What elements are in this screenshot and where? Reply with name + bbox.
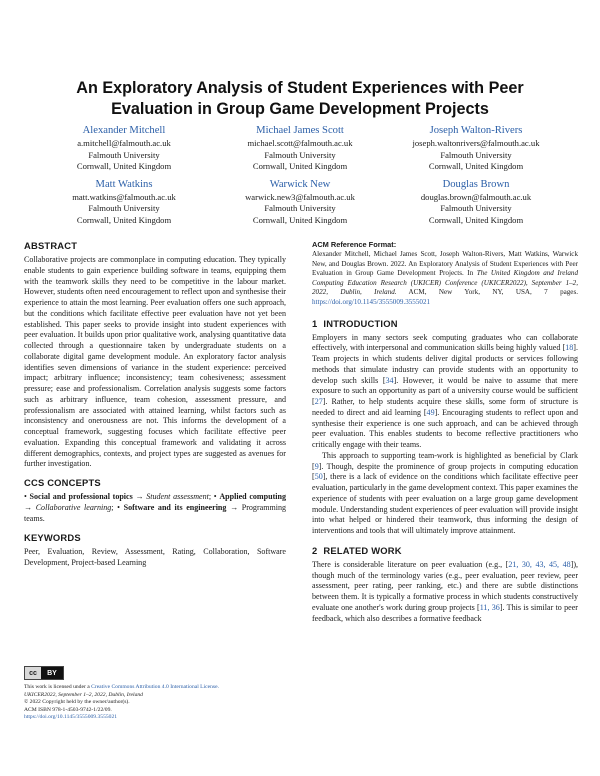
author-name: Michael James Scott — [256, 125, 344, 136]
author-name: Douglas Brown — [442, 178, 510, 190]
venue-line: UKICER2022, September 1–2, 2022, Dublin, Ireland — [24, 691, 143, 698]
author-affiliation: Falmouth University — [264, 203, 336, 213]
acm-ref-text — [312, 250, 578, 308]
ccs-term-2: Applied computing — [219, 492, 286, 501]
ccs-separator: ; • — [208, 492, 220, 501]
license-statement: This work is licensed under a — [24, 684, 92, 690]
author-location: Cornwall, United Kingdom — [76, 214, 172, 225]
citation-link[interactable]: 49 — [426, 407, 435, 417]
ccs-separator: ; • — [111, 502, 124, 512]
section-number: 1 — [312, 317, 318, 329]
citation-link[interactable]: 11, 36 — [479, 602, 500, 612]
text-run: ]. Though, despite the prominence of group projects in computing education [ — [312, 461, 578, 482]
by-icon: BY — [41, 667, 63, 679]
text-run: ]. Encouraging students to reflect upon and synthesise their experience is one such approach, and can be achieved through peer evaluation. This enables students to become reflective practitioners who critically engage with their teams. — [312, 407, 578, 450]
title-line-2: Evaluation in Group Game Development Projects — [111, 100, 489, 118]
intro-heading — [312, 318, 578, 330]
section-title: RELATED WORK — [323, 544, 402, 556]
copyright-line: © 2022 Copyright held by the owner/author(s). — [24, 699, 130, 706]
author-email: joseph.waltonrivers@falmouth.ac.uk — [412, 138, 540, 148]
abstract-text: Collaborative projects are commonplace in computing education. They typically enable students to gain experience building software in teams, equipping them with the teamwork skills they need to be competitive in the labour market. However, students often need encouragement to reflect upon and synthesise their experience to attain the most learning. Peer evaluation offers one such approach, but the conditions which facilitate effective peer evaluation have not yet been established. This paper seeks to provide insight into student experiences with peer evaluation. It builds upon prior qualitative work, analysing quantitative data collected through a questionnaire taken by undergraduate students on a collaborate digital game development module. An exploratory factor analysis identifies seven dimensions of variance in the student experience: perceived impact; arbitrary influence; inconsistency; team cohesiveness; assessment pressure; ease and professionalism. Correlation analysis suggests some factors such as arbitrary influence, team cohesion, assessment pressure, and professionalism are associated with attained learning, whilst factors such as inconsistency and onerousness are not. This informs the development of a conceptual framework, suggesting focuses which facilitate effective peer evaluation. Expanding this conceptual framework and validating it across different demographics, contexts, and project types are suggested as avenues for further investigation. — [24, 255, 286, 469]
section-number: 2 — [312, 544, 318, 556]
acm-ref-publisher: ACM, New York, NY, USA, 7 pages. — [396, 288, 578, 297]
acm-ref-heading: ACM Reference Format: — [312, 240, 397, 249]
license-link[interactable]: Creative Commons Attribution 4.0 International License. — [91, 684, 219, 690]
citation-link[interactable]: 18 — [565, 343, 574, 353]
author-location: Cornwall, United Kingdom — [252, 161, 348, 171]
author-location: Cornwall, United Kingdom — [252, 214, 348, 225]
text-run: ]. Rather, to help students acquire these skills, some form of structure is needed to direct and aid learning [ — [312, 397, 578, 417]
ccs-text — [24, 492, 286, 524]
left-column — [24, 240, 286, 569]
author-card — [36, 178, 212, 227]
license-text — [24, 684, 286, 722]
license-block — [24, 666, 286, 722]
keywords-heading: KEYWORDS — [24, 532, 81, 544]
author-email: a.mitchell@falmouth.ac.uk — [77, 138, 171, 148]
cc-icon: cc — [25, 667, 41, 679]
ccs-bullet: • — [24, 492, 30, 501]
text-run: ]. Team projects in which students deliver digital products or services following methods that simulate industry can provide students with an opportunity to develop such skills [ — [312, 343, 578, 385]
keywords-section — [24, 532, 286, 569]
ccs-arrow: → — [226, 502, 242, 512]
text-run: ]. This is similar to peer feedback, which also describes a formative feedback — [312, 602, 578, 623]
text-run: ]), though much of the terminology varies (e.g., peer evaluation, peer review, peer assessment, peer rating, peer ranking, etc.) and there are subtle distinctions between them. It is typically a formative process in which students constructively evaluate one another's work during group projects [ — [312, 559, 579, 612]
ccs-sub-1: Student assessment — [146, 492, 209, 501]
ccs-sub-2: Collaborative learning — [35, 502, 112, 512]
paper-title — [40, 78, 560, 120]
intro-paragraph-2 — [312, 451, 578, 537]
ccs-arrow: → — [24, 502, 36, 512]
author-affiliation: Falmouth University — [440, 203, 512, 213]
author-card — [212, 178, 388, 227]
ccs-sub-3: Programming teams. — [24, 502, 287, 523]
author-email: warwick.new3@falmouth.ac.uk — [245, 191, 355, 202]
isbn-line: ACM ISBN 978-1-4503-9742-1/22/09. — [24, 706, 112, 713]
citation-link[interactable]: 50 — [314, 472, 323, 482]
text-run: ]. However, it would be naive to assume that mere exposure to such an opportunity as part of a university course would be sufficient [ — [312, 375, 578, 407]
acm-ref-venue: The United Kingdom and Ireland Computing Education Research (UKICER) Conference (UKICER2022), September 1–2, 2022, Dublin, Ireland. — [312, 269, 578, 297]
ccs-arrow: → — [132, 492, 147, 501]
author-location: Cornwall, United Kingdom — [76, 161, 172, 171]
section-title: INTRODUCTION — [323, 317, 398, 329]
citation-link[interactable]: 34 — [385, 375, 394, 385]
author-row-1 — [36, 124, 564, 173]
author-affiliation: Falmouth University — [264, 149, 336, 160]
author-affiliation: Falmouth University — [440, 149, 512, 160]
license-doi-link[interactable]: https://doi.org/10.1145/3555009.3555021 — [24, 714, 118, 721]
ccs-heading: CCS CONCEPTS — [24, 477, 101, 488]
author-affiliation: Falmouth University — [88, 203, 160, 213]
author-card — [36, 124, 212, 173]
text-run: This approach to supporting team-work is highlighted as beneficial by Clark [ — [312, 450, 578, 471]
author-email: michael.scott@falmouth.ac.uk — [247, 138, 353, 148]
related-paragraph-1 — [312, 560, 578, 625]
ccs-section — [24, 477, 286, 524]
title-line-1: An Exploratory Analysis of Student Experiences with Peer — [76, 79, 524, 97]
related-heading — [312, 545, 578, 557]
ccs-term-1: Social and professional topics — [29, 492, 133, 501]
author-location: Cornwall, United Kingdom — [428, 161, 524, 171]
author-location: Cornwall, United Kingdom — [428, 214, 524, 225]
abstract-heading: ABSTRACT — [24, 240, 78, 251]
citation-link[interactable]: 21, 30, 43, 45, 48 — [508, 559, 571, 569]
author-email: matt.watkins@falmouth.ac.uk — [72, 191, 176, 202]
cc-by-logo — [24, 666, 64, 680]
right-column — [312, 240, 578, 624]
keywords-text: Peer, Evaluation, Review, Assessment, Rating, Collaboration, Software Development, Project-based Learning — [24, 547, 286, 567]
author-card — [388, 178, 564, 227]
intro-paragraph-1 — [312, 333, 578, 451]
text-run: Employers in many sectors seek computing graduates who can collaborate effectively, with interpersonal and communication skills being highly valued [ — [312, 332, 578, 353]
author-row-2 — [36, 178, 564, 227]
citation-link[interactable]: 27 — [314, 397, 323, 407]
author-name: Warwick New — [269, 178, 331, 190]
author-email: douglas.brown@falmouth.ac.uk — [420, 191, 532, 202]
author-card — [388, 124, 564, 173]
author-affiliation: Falmouth University — [88, 149, 160, 160]
author-name: Joseph Walton-Rivers — [429, 125, 523, 136]
author-block — [36, 124, 564, 231]
text-run: ], there is a lack of evidence on the conditions which facilitate effective peer evaluation, particularly in the game development context. This paper examines the experience of students with peer evaluation on a large group game development module. Understanding student experiences of peer evaluation will provide insight into what helped or hindered their teamwork, thus informing the design of interventions and tools that will ultimately improve attainment. — [312, 472, 578, 536]
acm-ref-authors: Alexander Mitchell, Michael James Scott, Joseph Walton-Rivers, Matt Watkins, Warwick New, and Douglas Brown. 2022. An Exploratory Analysis of Student Experiences with Peer Evaluation in Group Game Development Projects. In — [312, 250, 578, 278]
text-run: There is considerable literature on peer evaluation (e.g., [ — [312, 559, 509, 569]
author-name: Matt Watkins — [95, 178, 153, 190]
author-name: Alexander Mitchell — [82, 125, 166, 136]
ccs-term-3: Software and its engineering — [123, 502, 227, 512]
author-card — [212, 124, 388, 173]
citation-link[interactable]: 9 — [314, 461, 319, 471]
acm-ref-doi-link[interactable]: https://doi.org/10.1145/3555009.3555021 — [312, 297, 431, 306]
